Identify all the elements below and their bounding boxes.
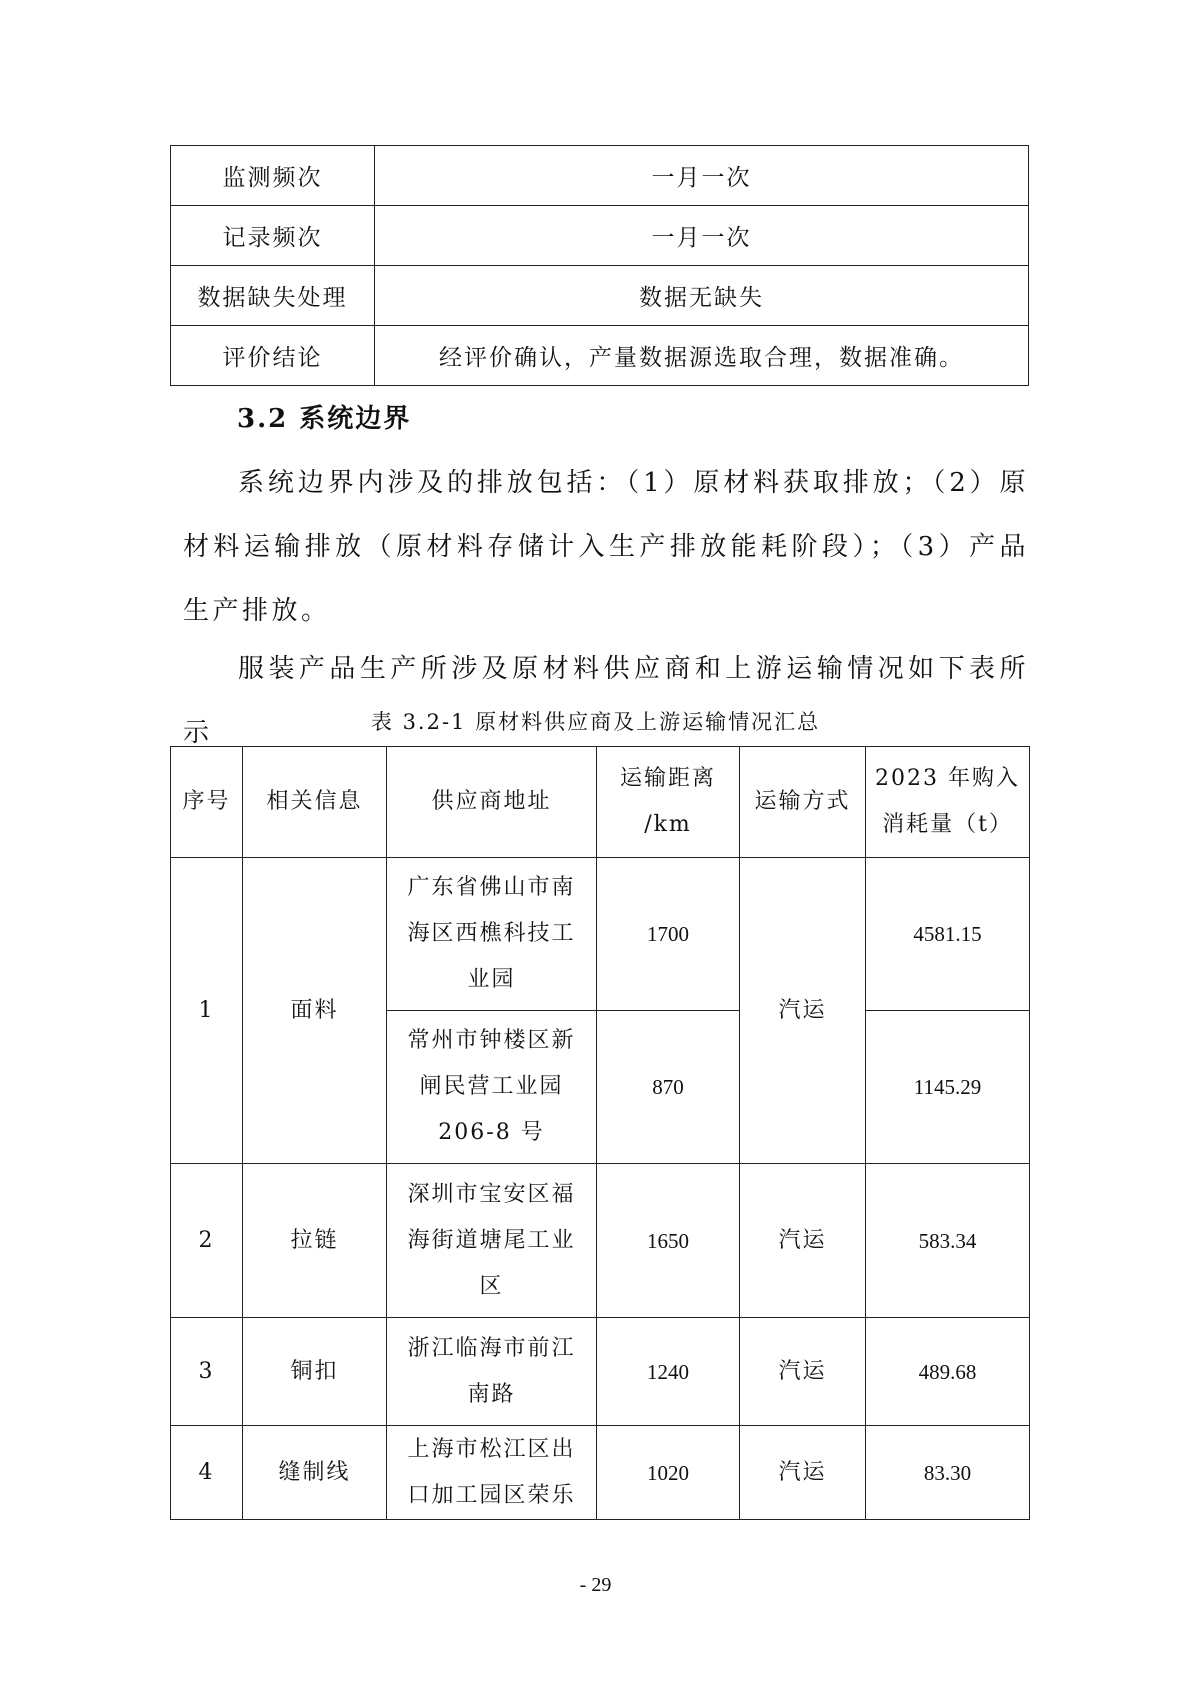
table-caption: 表 3.2-1 原材料供应商及上游运输情况汇总 (370, 710, 821, 734)
table-row (171, 1318, 1030, 1426)
transport-distance: 1650 (597, 1164, 740, 1318)
row-value: 一月一次 (375, 206, 1029, 266)
row-seq: 4 (171, 1426, 243, 1520)
header-consumption (866, 747, 1030, 858)
transport-mode: 汽运 (740, 1164, 866, 1318)
transport-mode: 汽运 (740, 858, 866, 1164)
row-value: 经评价确认，产量数据源选取合理，数据准确。 (375, 326, 1029, 386)
row-seq: 1 (171, 858, 243, 1164)
transport-distance: 1020 (597, 1426, 740, 1520)
table-header-row (171, 747, 1030, 858)
consumption-value: 583.34 (866, 1164, 1030, 1318)
row-label: 评价结论 (171, 326, 375, 386)
row-seq: 2 (171, 1164, 243, 1318)
row-info: 拉链 (243, 1164, 387, 1318)
monitoring-info-table (170, 145, 1029, 386)
header-distance (597, 747, 740, 858)
supplier-address: 常州市钟楼区新闸民营工业园206-8 号 (387, 1011, 597, 1164)
header-consumption-line2: 消耗量（t） (882, 812, 1013, 837)
header-consumption-line1: 2023 年购入 (875, 766, 1020, 791)
row-label: 数据缺失处理 (171, 266, 375, 326)
row-seq: 3 (171, 1318, 243, 1426)
consumption-value: 489.68 (866, 1318, 1030, 1426)
transport-distance: 1700 (597, 858, 740, 1011)
row-info: 铜扣 (243, 1318, 387, 1426)
supplier-transport-table (170, 746, 1030, 1520)
body-paragraph: 系统边界内涉及的排放包括：（1）原材料获取排放；（2）原材料运输排放（原材料存储计入生产排放能耗阶段）；（3）产品生产排放。 (183, 468, 1029, 626)
section-heading: 3.2 系统边界 (237, 404, 412, 434)
table-row (171, 146, 1029, 206)
body-paragraph: 服装产品生产所涉及原材料供应商和上游运输情况如下表所示 (183, 654, 1029, 748)
supplier-address: 浙江临海市前江南路 (387, 1318, 597, 1426)
row-info: 缝制线 (243, 1426, 387, 1520)
supplier-address: 上海市松江区出口加工园区荣乐 (387, 1426, 597, 1520)
supplier-address: 深圳市宝安区福海街道塘尾工业区 (387, 1164, 597, 1318)
table-row (171, 206, 1029, 266)
row-value: 一月一次 (375, 146, 1029, 206)
table-row (171, 858, 1030, 1011)
table-row (171, 1426, 1030, 1520)
supplier-address: 广东省佛山市南海区西樵科技工业园 (387, 858, 597, 1011)
page-number: - 29 (579, 1574, 612, 1596)
table-row (171, 326, 1029, 386)
transport-distance: 1240 (597, 1318, 740, 1426)
header-mode: 运输方式 (740, 747, 866, 858)
header-info: 相关信息 (243, 747, 387, 858)
consumption-value: 4581.15 (866, 858, 1030, 1011)
row-label: 监测频次 (171, 146, 375, 206)
transport-mode: 汽运 (740, 1426, 866, 1520)
table-row (171, 266, 1029, 326)
transport-mode: 汽运 (740, 1318, 866, 1426)
row-value: 数据无缺失 (375, 266, 1029, 326)
transport-distance: 870 (597, 1011, 740, 1164)
row-info: 面料 (243, 858, 387, 1164)
header-seq: 序号 (171, 747, 243, 858)
header-address: 供应商地址 (387, 747, 597, 858)
consumption-value: 83.30 (866, 1426, 1030, 1520)
header-distance-line1: 运输距离 (619, 766, 716, 791)
row-label: 记录频次 (171, 206, 375, 266)
header-distance-line2: /km (644, 812, 692, 837)
table-row (171, 1164, 1030, 1318)
consumption-value: 1145.29 (866, 1011, 1030, 1164)
